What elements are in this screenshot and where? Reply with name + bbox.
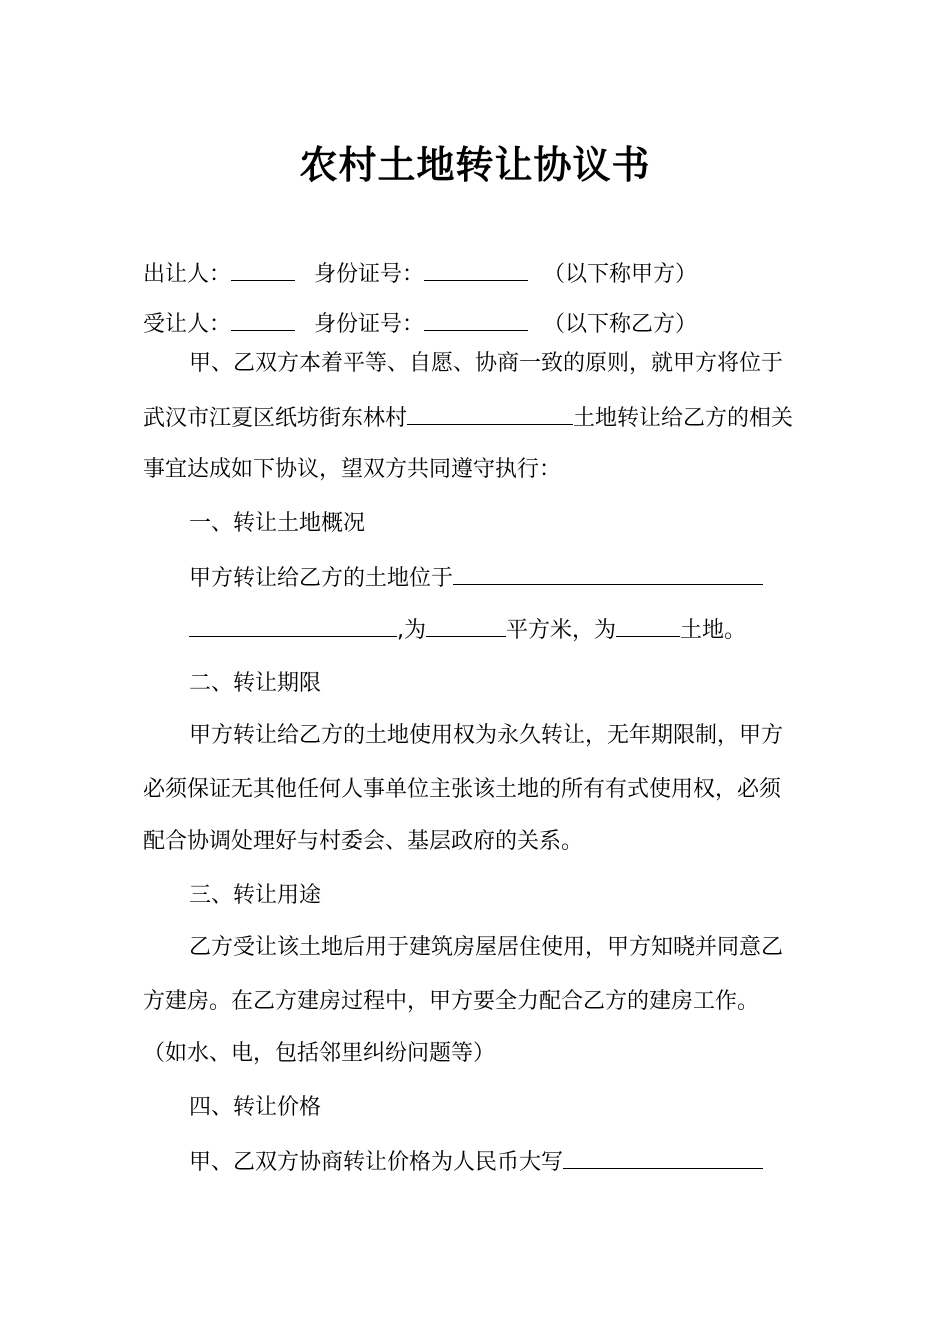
section-3-line-3: （如水、电，包括邻里纠纷问题等） [143,1041,496,1066]
section-3-line-1: 乙方受让该土地后用于建筑房屋居住使用，甲方知晓并同意乙 [189,935,784,960]
transferor-line [143,258,823,291]
section-2-line-3: 配合协调处理好与村委会、基层政府的关系。 [143,829,584,854]
transferee-name-blank[interactable] [231,308,295,331]
price-amount-blank[interactable] [563,1146,763,1169]
transferor-name-blank[interactable] [231,258,295,281]
intro-line-1: 甲、乙双方本着平等、自愿、协商一致的原则，就甲方将位于 [189,351,784,376]
transferee-id-blank[interactable] [424,308,528,331]
section-3-heading: 三、转让用途 [189,883,322,908]
section-1-heading: 一、转让土地概况 [189,511,366,536]
section-1-line-1 [189,562,869,595]
transferee-line [143,308,823,341]
intro-line-3: 事宜达成如下协议，望双方共同遵守执行： [143,457,562,482]
land-address-blank-2[interactable] [189,614,397,637]
section-4-line-1 [189,1146,869,1179]
intro-location-suffix: 土地转让给乙方的相关 [573,406,794,431]
section-2-line-1: 甲方转让给乙方的土地使用权为永久转让，无年期限制，甲方 [189,723,784,748]
transferee-id-label: 身份证号： [314,312,425,337]
section-2-line-2: 必须保证无其他任何人事单位主张该土地的所有有式使用权，必须 [143,777,782,802]
section-1-line-2 [189,614,869,647]
transferee-label: 受让人： [143,312,232,337]
land-location-label: 甲方转让给乙方的土地位于 [189,566,454,591]
area-prefix: ,为 [397,618,426,643]
transferor-label: 出让人： [143,262,232,287]
section-2-heading: 二、转让期限 [189,671,322,696]
land-type-blank[interactable] [616,614,680,637]
area-blank[interactable] [426,614,506,637]
intro-line-2 [143,402,823,435]
transferor-id-label: 身份证号： [314,262,425,287]
intro-location-text: 武汉市江夏区纸坊街东林村 [143,406,408,431]
land-location-blank[interactable] [407,402,573,425]
price-label: 甲、乙双方协商转让价格为人民币大写 [189,1150,564,1175]
document-title: 农村土地转让协议书 [299,143,651,187]
transferor-id-blank[interactable] [424,258,528,281]
section-3-line-2: 方建房。在乙方建房过程中，甲方要全力配合乙方的建房工作。 [143,989,760,1014]
transferor-suffix: （以下称甲方） [543,262,698,287]
transferee-suffix: （以下称乙方） [543,312,698,337]
area-unit: 平方米，为 [506,618,617,643]
section-4-heading: 四、转让价格 [189,1095,322,1120]
land-suffix: 土地。 [680,618,747,643]
land-address-blank[interactable] [453,562,763,585]
